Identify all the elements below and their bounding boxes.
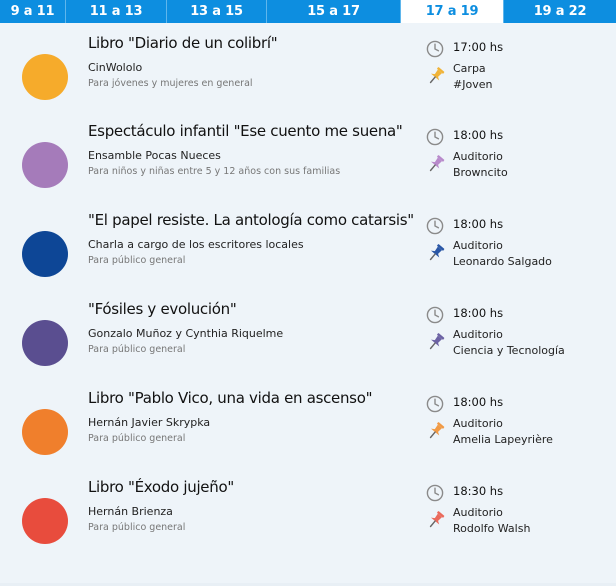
event-venue-type: Auditorio bbox=[453, 239, 503, 252]
pushpin-icon bbox=[427, 332, 445, 352]
event-time: 18:00 hs bbox=[453, 217, 504, 231]
event-item[interactable] bbox=[0, 30, 616, 118]
event-color-dot bbox=[22, 320, 68, 366]
event-audience: Para niños y niñas entre 5 y 12 años con sus familias bbox=[88, 166, 341, 177]
tab-15-a-17[interactable]: 15 a 17 bbox=[267, 0, 401, 23]
event-venue-name: #Joven bbox=[453, 77, 493, 91]
event-title: "Fósiles y evolución" bbox=[88, 300, 237, 318]
tab-19-a-22[interactable]: 19 a 22 bbox=[533, 4, 587, 19]
event-color-dot bbox=[22, 54, 68, 100]
event-venue bbox=[453, 61, 492, 92]
event-time: 17:00 hs bbox=[453, 40, 504, 54]
event-venue-type: Auditorio bbox=[453, 417, 503, 430]
clock-icon bbox=[426, 217, 444, 235]
event-time: 18:00 hs bbox=[453, 395, 504, 409]
clock-icon bbox=[426, 40, 444, 58]
event-speaker: Hernán Javier Skrypka bbox=[88, 416, 211, 429]
event-title: "El papel resiste. La antología como catarsis" bbox=[88, 211, 414, 229]
event-speaker: CinWololo bbox=[88, 61, 143, 74]
event-audience: Para público general bbox=[88, 433, 186, 444]
event-item[interactable] bbox=[0, 474, 616, 562]
event-venue-type: Auditorio bbox=[453, 506, 503, 519]
pushpin-icon bbox=[427, 510, 445, 530]
event-audience: Para público general bbox=[88, 255, 186, 266]
tab-9-a-11[interactable]: 9 a 11 bbox=[0, 0, 66, 23]
event-item[interactable] bbox=[0, 207, 616, 295]
pushpin-icon bbox=[427, 243, 445, 263]
event-item[interactable] bbox=[0, 118, 616, 206]
pushpin-icon bbox=[427, 154, 445, 174]
event-title: Espectáculo infantil "Ese cuento me suena" bbox=[88, 122, 403, 140]
pushpin-icon bbox=[427, 66, 445, 86]
event-venue-name: Browncito bbox=[453, 165, 508, 179]
event-speaker: Hernán Brienza bbox=[88, 505, 173, 518]
event-title: Libro "Pablo Vico, una vida en ascenso" bbox=[88, 389, 373, 407]
tab-11-a-13[interactable]: 11 a 13 bbox=[66, 0, 167, 23]
event-color-dot bbox=[22, 142, 68, 188]
event-venue-name: Amelia Lapeyrière bbox=[453, 432, 553, 446]
event-venue-type: Carpa bbox=[453, 62, 486, 75]
event-item[interactable] bbox=[0, 385, 616, 473]
event-time: 18:30 hs bbox=[453, 484, 504, 498]
clock-icon bbox=[426, 128, 444, 146]
event-venue-name: Rodolfo Walsh bbox=[453, 521, 531, 535]
event-speaker: Gonzalo Muñoz y Cynthia Riquelme bbox=[88, 327, 284, 340]
event-venue-type: Auditorio bbox=[453, 328, 503, 341]
event-item[interactable] bbox=[0, 296, 616, 384]
event-venue-name: Leonardo Salgado bbox=[453, 254, 552, 268]
event-color-dot bbox=[22, 231, 68, 277]
clock-icon bbox=[426, 484, 444, 502]
clock-icon bbox=[426, 306, 444, 324]
event-color-dot bbox=[22, 409, 68, 455]
event-audience: Para público general bbox=[88, 522, 186, 533]
event-venue-name: Ciencia y Tecnología bbox=[453, 343, 565, 357]
event-audience: Para público general bbox=[88, 344, 186, 355]
event-venue bbox=[453, 327, 565, 358]
event-time: 18:00 hs bbox=[453, 128, 504, 142]
event-venue bbox=[453, 505, 530, 536]
tab-13-a-15[interactable]: 13 a 15 bbox=[167, 0, 267, 23]
event-time: 18:00 hs bbox=[453, 306, 504, 320]
events-panel bbox=[0, 23, 616, 583]
event-venue-type: Auditorio bbox=[453, 150, 503, 163]
event-title: Libro "Diario de un colibrí" bbox=[88, 34, 278, 52]
event-speaker: Charla a cargo de los escritores locales bbox=[88, 238, 304, 251]
clock-icon bbox=[426, 395, 444, 413]
event-venue bbox=[453, 238, 552, 269]
event-venue bbox=[453, 149, 508, 180]
time-slot-tabs bbox=[0, 0, 616, 23]
event-audience: Para jóvenes y mujeres en general bbox=[88, 78, 253, 89]
event-venue bbox=[453, 416, 553, 447]
event-color-dot bbox=[22, 498, 68, 544]
pushpin-icon bbox=[427, 421, 445, 441]
event-title: Libro "Éxodo jujeño" bbox=[88, 478, 234, 496]
event-speaker: Ensamble Pocas Nueces bbox=[88, 149, 221, 162]
tab-17-a-19[interactable]: 17 a 19 bbox=[401, 0, 504, 23]
